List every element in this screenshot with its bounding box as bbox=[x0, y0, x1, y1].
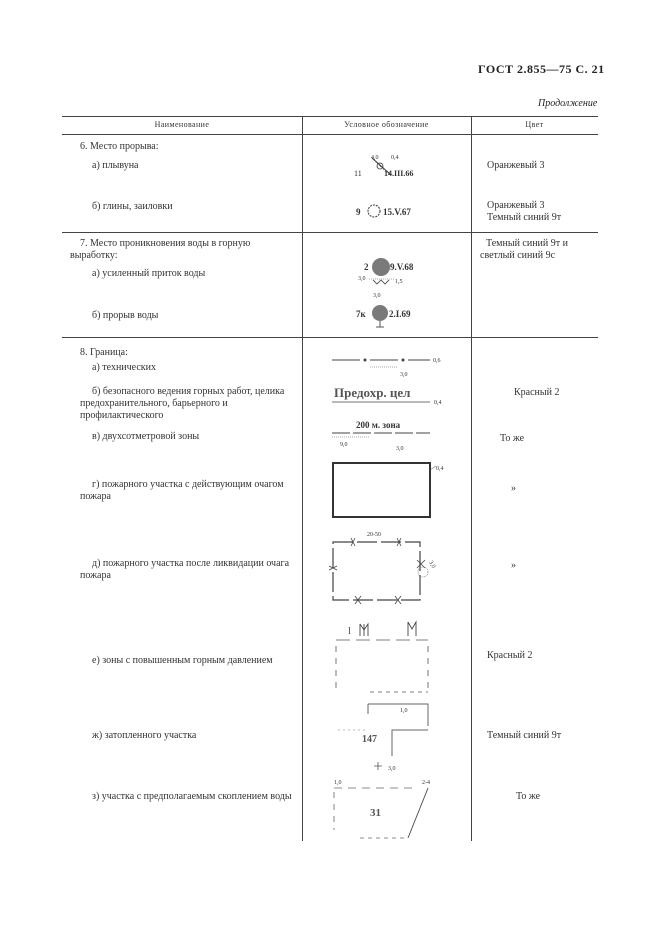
row-name: б) безопасного ведения горных работ, целика предохранительного, барьерного и профилактического bbox=[80, 386, 285, 421]
continuation-label: Продолжение bbox=[538, 98, 598, 109]
dimension-label: 20-50 bbox=[367, 532, 381, 538]
dimension-label: 3,0 bbox=[400, 372, 408, 378]
water-accumulation-symbol bbox=[330, 760, 450, 840]
row-name: г) пожарного участка с действующим очагом пожара bbox=[80, 479, 284, 502]
pillar-label: Предохр. цел bbox=[334, 385, 411, 400]
row-name: б) прорыв воды bbox=[92, 310, 159, 321]
dimension-label: 1,0 bbox=[334, 780, 342, 786]
number-label: 7к bbox=[356, 309, 366, 319]
active-fire-area-symbol bbox=[330, 460, 450, 522]
row-name: е) зоны с повышенным горным давлением bbox=[92, 655, 273, 666]
svg-text:147: 147 bbox=[362, 734, 377, 745]
high-pressure-zone-symbol bbox=[330, 612, 440, 698]
column-header-color: Цвет bbox=[525, 120, 544, 129]
row-name: а) плывуна bbox=[92, 160, 139, 171]
column-divider bbox=[302, 116, 303, 841]
dimension-label: 0,4 bbox=[434, 400, 442, 406]
date-label: 14.III.66 bbox=[384, 169, 414, 178]
table-top-border bbox=[62, 116, 598, 117]
dimension-label: 3,0 bbox=[388, 766, 396, 772]
number-label: 11 bbox=[354, 169, 362, 178]
row-color: Темный синий 9т bbox=[487, 730, 562, 741]
safety-pillar-boundary-symbol bbox=[330, 382, 455, 408]
dimension-label: 2-4 bbox=[422, 780, 430, 786]
column-header-name: Наименование bbox=[154, 120, 210, 129]
water-inflow-symbol bbox=[355, 253, 435, 301]
date-label: 2.I.69 bbox=[389, 309, 411, 319]
page-header: ГОСТ 2.855—75 С. 21 bbox=[478, 62, 605, 76]
row-name: б) глины, заиловки bbox=[92, 201, 173, 212]
dimension-label: 3,0 bbox=[373, 293, 381, 299]
clay-breakthrough-symbol bbox=[352, 200, 432, 222]
row-color: Красный 2 bbox=[487, 650, 533, 661]
row-name: а) технических bbox=[92, 362, 157, 373]
row-name: а) усиленный приток воды bbox=[92, 268, 206, 279]
technical-boundary-symbol bbox=[330, 352, 445, 380]
row-color: » bbox=[511, 483, 516, 494]
row-color: Оранжевый 3 bbox=[487, 160, 545, 171]
row-color: » bbox=[511, 560, 516, 571]
column-header-symbol: Условное обозначение bbox=[344, 120, 429, 129]
dimension-label: 1,0 bbox=[400, 708, 408, 714]
row-color: То же bbox=[516, 791, 541, 802]
row-divider bbox=[62, 232, 598, 233]
dimension-label: 9,0 bbox=[340, 442, 348, 448]
svg-text:31: 31 bbox=[370, 807, 381, 819]
two-hundred-meter-zone-symbol bbox=[330, 417, 440, 453]
row-name: д) пожарного участка после ликвидации очага пожара bbox=[80, 558, 290, 581]
date-label: 15.V.67 bbox=[383, 207, 411, 217]
dimension-label: 0,4 bbox=[391, 155, 399, 161]
water-breakthrough-symbol bbox=[352, 303, 432, 333]
row-name: 7. Место проникновения воды в горную выработку: bbox=[70, 238, 251, 261]
svg-text:l: l bbox=[348, 625, 352, 637]
row-name: 6. Место прорыва: bbox=[80, 141, 159, 152]
row-name: 8. Граница: bbox=[80, 347, 128, 358]
row-name: з) участка с предполагаемым скоплением воды bbox=[92, 791, 292, 802]
dimension-label: 0,6 bbox=[433, 358, 441, 364]
dimension-label: 3,0 bbox=[396, 446, 404, 452]
row-name: в) двухсотметровой зоны bbox=[92, 431, 200, 442]
row-name: ж) затопленного участка bbox=[92, 730, 197, 741]
row-color: Темный синий 9т и светлый синий 9с bbox=[480, 238, 568, 261]
row-color: То же bbox=[500, 433, 525, 444]
number-label: 2 bbox=[364, 262, 369, 272]
column-divider bbox=[471, 116, 472, 841]
date-label: 9.V.68 bbox=[390, 262, 414, 272]
dimension-label: 0,4 bbox=[436, 466, 444, 472]
zone-label: 200 м. зона bbox=[356, 420, 401, 430]
dimension-label: 4,0 bbox=[371, 155, 379, 161]
number-label: 9 bbox=[356, 207, 361, 217]
flooded-area-symbol bbox=[330, 700, 440, 758]
dimension-label: 1,5 bbox=[395, 279, 403, 285]
dimension-label: 3,0 bbox=[427, 560, 437, 570]
dimension-label: 3,0 bbox=[358, 276, 366, 282]
row-divider bbox=[62, 337, 598, 338]
table-header-border bbox=[62, 134, 598, 135]
row-color: Оранжевый 3 Темный синий 9т bbox=[487, 200, 562, 223]
quicksand-breakthrough-symbol bbox=[350, 148, 430, 182]
extinguished-fire-area-symbol bbox=[325, 528, 445, 606]
row-color: Красный 2 bbox=[514, 387, 560, 398]
